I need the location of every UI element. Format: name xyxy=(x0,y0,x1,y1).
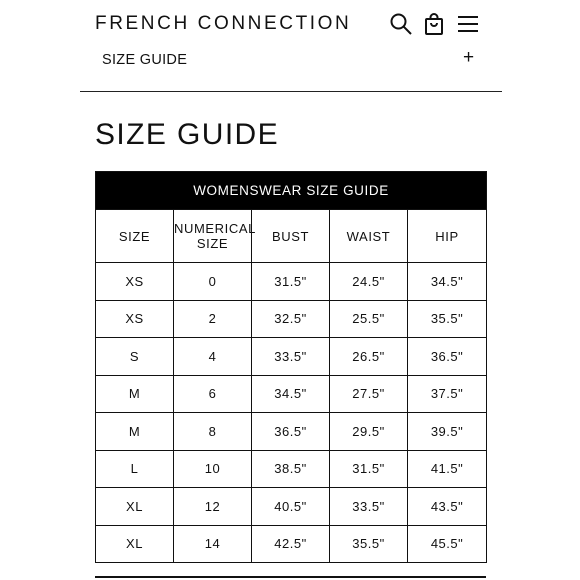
cell-bust: 38.5" xyxy=(252,450,330,488)
cell-hip: 45.5" xyxy=(408,525,487,563)
shopping-bag-icon[interactable] xyxy=(422,12,446,36)
cell-size: M xyxy=(96,375,174,413)
cell-size: XL xyxy=(96,488,174,526)
plus-icon[interactable]: + xyxy=(463,47,475,68)
cell-waist: 24.5" xyxy=(330,263,408,301)
cell-size: M xyxy=(96,413,174,451)
cell-bust: 36.5" xyxy=(252,413,330,451)
cell-size: S xyxy=(96,338,174,376)
page-title: SIZE GUIDE xyxy=(95,118,280,151)
column-header-waist: WAIST xyxy=(330,210,408,263)
cell-waist: 26.5" xyxy=(330,338,408,376)
cell-bust: 32.5" xyxy=(252,300,330,338)
brand-logo[interactable]: FRENCH CONNECTION xyxy=(95,13,352,34)
cell-size: XS xyxy=(96,300,174,338)
cell-waist: 33.5" xyxy=(330,488,408,526)
cell-size: XL xyxy=(96,525,174,563)
cell-bust: 31.5" xyxy=(252,263,330,301)
cell-hip: 41.5" xyxy=(408,450,487,488)
cell-hip: 43.5" xyxy=(408,488,487,526)
cell-numerical-size: 10 xyxy=(174,450,252,488)
cell-bust: 34.5" xyxy=(252,375,330,413)
cell-numerical-size: 0 xyxy=(174,263,252,301)
cell-hip: 39.5" xyxy=(408,413,487,451)
cell-hip: 36.5" xyxy=(408,338,487,376)
cell-numerical-size: 4 xyxy=(174,338,252,376)
cell-size: XS xyxy=(96,263,174,301)
search-icon[interactable] xyxy=(389,12,413,36)
accordion-label: SIZE GUIDE xyxy=(102,52,188,68)
cell-waist: 27.5" xyxy=(330,375,408,413)
size-guide-table xyxy=(95,171,487,563)
cell-bust: 33.5" xyxy=(252,338,330,376)
table-row xyxy=(96,413,487,451)
table-row xyxy=(96,375,487,413)
menu-icon[interactable] xyxy=(456,12,480,36)
table-caption: WOMENSWEAR SIZE GUIDE xyxy=(96,172,487,210)
table-row xyxy=(96,263,487,301)
size-guide-accordion[interactable] xyxy=(80,48,502,92)
cell-numerical-size: 2 xyxy=(174,300,252,338)
cell-size: L xyxy=(96,450,174,488)
cell-numerical-size: 6 xyxy=(174,375,252,413)
cell-waist: 31.5" xyxy=(330,450,408,488)
column-header-numerical-size: NUMERICAL SIZE xyxy=(174,210,252,263)
cell-hip: 37.5" xyxy=(408,375,487,413)
column-header-hip: HIP xyxy=(408,210,487,263)
cell-numerical-size: 8 xyxy=(174,413,252,451)
table-row xyxy=(96,338,487,376)
cell-bust: 40.5" xyxy=(252,488,330,526)
cell-waist: 25.5" xyxy=(330,300,408,338)
cell-waist: 29.5" xyxy=(330,413,408,451)
table-row xyxy=(96,450,487,488)
table-row xyxy=(96,488,487,526)
table-row xyxy=(96,300,487,338)
cell-bust: 42.5" xyxy=(252,525,330,563)
cell-numerical-size: 12 xyxy=(174,488,252,526)
site-header xyxy=(0,0,580,48)
column-header-size: SIZE xyxy=(96,210,174,263)
cell-hip: 34.5" xyxy=(408,263,487,301)
cell-hip: 35.5" xyxy=(408,300,487,338)
column-header-bust: BUST xyxy=(252,210,330,263)
table-header-row xyxy=(96,210,487,263)
cell-numerical-size: 14 xyxy=(174,525,252,563)
cell-waist: 35.5" xyxy=(330,525,408,563)
section-divider xyxy=(95,576,486,578)
table-row xyxy=(96,525,487,563)
